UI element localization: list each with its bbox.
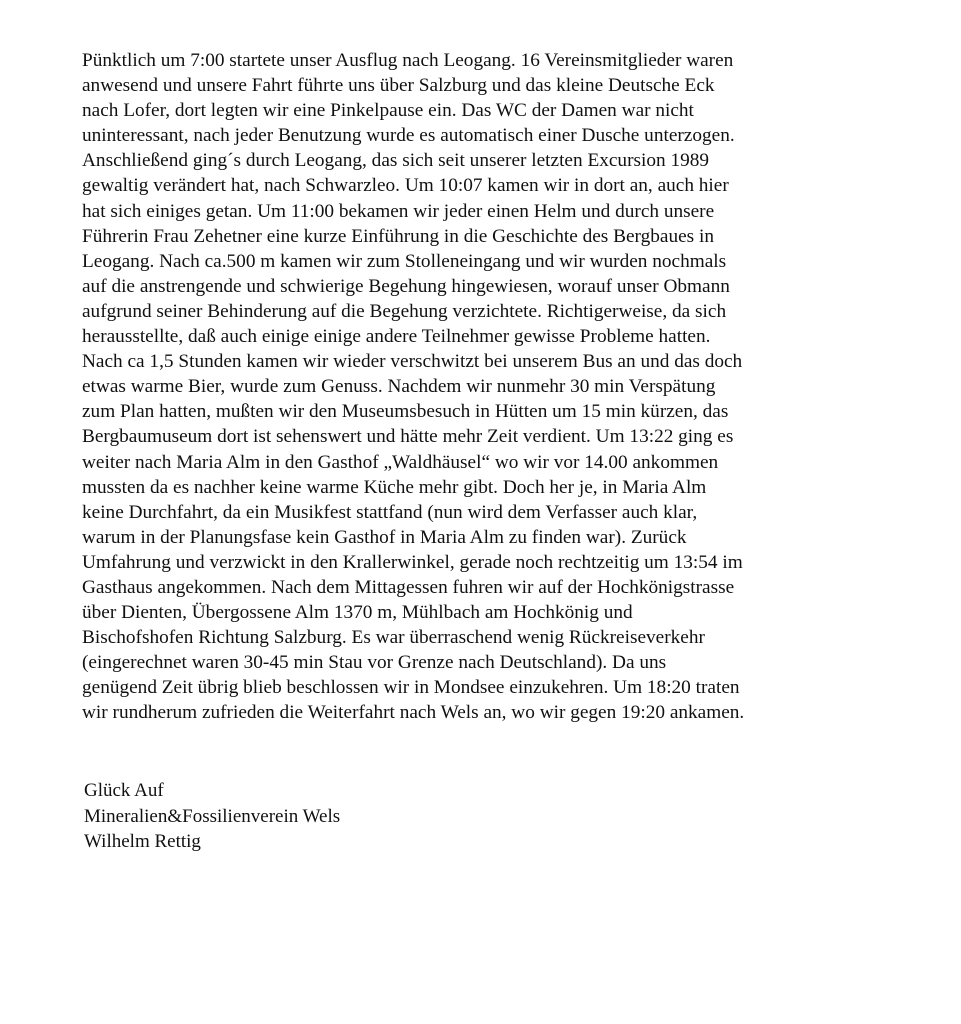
paragraph-line: Nach ca 1,5 Stunden kamen wir wieder verschwitzt bei unserem Bus an und das doch — [82, 351, 743, 373]
paragraph-line: auf die anstrengende und schwierige Begehung hingewiesen, worauf unser Obmann — [82, 275, 730, 297]
paragraph-line: genügend Zeit übrig blieb beschlossen wir in Mondsee einzukehren. Um 18:20 traten — [82, 677, 740, 699]
paragraph-line: Anschließend ging´s durch Leogang, das sich seit unserer letzten Excursion 1989 — [82, 150, 710, 172]
paragraph-line: herausstellte, daß auch einige einige andere Teilnehmer gewisse Probleme hatten. — [82, 326, 711, 348]
signature-block — [84, 778, 340, 855]
paragraph-line: über Dienten, Übergossene Alm 1370 m, Mühlbach am Hochkönig und — [82, 602, 633, 624]
paragraph-line: uninteressant, nach jeder Benutzung wurde es automatisch einer Dusche unterzogen. — [82, 125, 735, 147]
paragraph-line: Gasthaus angekommen. Nach dem Mittagessen fuhren wir auf der Hochkönigstrasse — [82, 576, 735, 598]
paragraph-line: Pünktlich um 7:00 startete unser Ausflug nach Leogang. 16 Vereinsmitglieder waren — [82, 50, 734, 71]
paragraph-line: aufgrund seiner Behinderung auf die Begehung verzichtete. Richtigerweise, da sich — [82, 300, 727, 322]
paragraph-line: keine Durchfahrt, da ein Musikfest stattfand (nun wird dem Verfasser auch klar, — [82, 501, 698, 523]
organization-name: Mineralien&Fossilienverein Wels — [84, 805, 341, 827]
author-name: Wilhelm Rettig — [84, 831, 201, 852]
paragraph-line: zum Plan hatten, mußten wir den Museumsbesuch in Hütten um 15 min kürzen, das — [82, 401, 729, 423]
paragraph-line: Umfahrung und verzwickt in den Krallerwinkel, gerade noch rechtzeitig um 13:54 im — [82, 551, 743, 573]
paragraph-line: warum in der Planungsfase kein Gasthof in Maria Alm zu finden war). Zurück — [82, 526, 687, 548]
paragraph-line: Leogang. Nach ca.500 m kamen wir zum Stolleneingang und wir wurden nochmals — [82, 250, 727, 272]
paragraph-line: wir rundherum zufrieden die Weiterfahrt nach Wels an, wo wir gegen 19:20 ankamen. — [82, 702, 745, 724]
paragraph-line: anwesend und unsere Fahrt führte uns über Salzburg und das kleine Deutsche Eck — [82, 75, 715, 97]
paragraph-line: Bischofshofen Richtung Salzburg. Es war überraschend wenig Rückreiseverkehr — [82, 627, 705, 649]
paragraph-line: nach Lofer, dort legten wir eine Pinkelpause ein. Das WC der Damen war nicht — [82, 100, 694, 122]
paragraph-line: hat sich einiges getan. Um 11:00 bekamen wir jeder einen Helm und durch unsere — [82, 200, 715, 222]
paragraph-line: Führerin Frau Zehetner eine kurze Einführung in die Geschichte des Bergbaues in — [82, 225, 714, 247]
paragraph-line: etwas warme Bier, wurde zum Genuss. Nachdem wir nunmehr 30 min Verspätung — [82, 376, 716, 398]
greeting: Glück Auf — [84, 780, 164, 801]
report-paragraph — [82, 48, 882, 726]
paragraph-line: weiter nach Maria Alm in den Gasthof „Waldhäusel“ wo wir vor 14.00 ankommen — [82, 451, 719, 473]
paragraph-line: gewaltig verändert hat, nach Schwarzleo. Um 10:07 kamen wir in dort an, auch hier — [82, 175, 729, 197]
paragraph-line: mussten da es nachher keine warme Küche mehr gibt. Doch her je, in Maria Alm — [82, 476, 707, 498]
paragraph-line: (eingerechnet waren 30-45 min Stau vor Grenze nach Deutschland). Da uns — [82, 652, 667, 674]
paragraph-line: Bergbaumuseum dort ist sehenswert und hätte mehr Zeit verdient. Um 13:22 ging es — [82, 426, 734, 448]
